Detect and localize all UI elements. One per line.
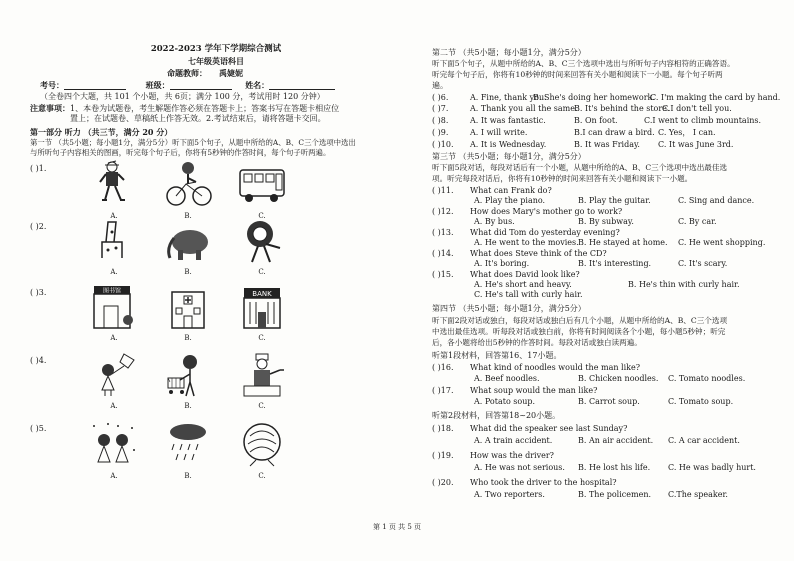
question-number: ( )16. — [432, 363, 454, 372]
sec4-intro-2: 中选出最佳选项。听每段对话或独白前，你将有时间阅读各个小题，每小题5秒钟；听完 — [432, 327, 726, 336]
question-15-options-ab — [474, 280, 740, 290]
option-c: C. He was badly hurt. — [668, 463, 756, 472]
question-number: ( )15. — [432, 270, 454, 279]
question-number: ( )19. — [432, 451, 454, 460]
hospital-picture — [162, 284, 214, 332]
question-number: ( )1. — [30, 164, 47, 173]
option-a: A. Two reporters. — [474, 490, 545, 499]
question-12-options — [474, 217, 717, 227]
exam-number-label: 考号： — [40, 80, 64, 90]
notes-label: 注意事项： — [30, 103, 70, 113]
question-20-options — [474, 490, 728, 500]
option-c-label: C. — [258, 212, 266, 220]
material-2-heading: 听第2段材料，回答第18~20小题。 — [432, 411, 561, 420]
question-18 — [432, 424, 627, 434]
option-c-label: C. — [258, 402, 266, 410]
option-c: C. Sing and dance. — [678, 196, 755, 205]
option-c: C. It was June 3rd. — [658, 140, 734, 149]
exam-number-field[interactable] — [64, 81, 126, 90]
question-number: ( )7. — [432, 104, 449, 113]
option-c-label: C. — [258, 472, 266, 480]
option-a: A. By bus. — [474, 217, 515, 226]
question-14-options — [474, 259, 727, 269]
option-a-label: A. — [110, 402, 118, 410]
option-a-label: A. — [110, 212, 118, 220]
option-c: C.I don't tell you. — [662, 104, 732, 113]
page-footer: 第 1 页 共 5 页 — [372, 523, 422, 531]
question-number: ( )5. — [30, 424, 47, 433]
option-b: B. He's thin with curly hair. — [628, 280, 740, 289]
option-b-label: B. — [184, 212, 192, 220]
name-label: 姓名： — [245, 80, 270, 90]
sec2-intro-3: 遍。 — [432, 81, 448, 90]
option-b: B. On foot. — [574, 116, 618, 125]
teacher-line — [167, 68, 243, 78]
question-number: ( )4. — [30, 356, 47, 365]
option-b: B. It's interesting. — [578, 259, 652, 268]
question-text: What did Tom do yesterday evening? — [470, 228, 620, 237]
question-number: ( )14. — [432, 249, 454, 258]
sec3-intro-1: 听下面5段对话，每段对话后有一个小题，从题中所给的A、B、C三个选项中选出最佳选 — [432, 163, 728, 172]
sec2-intro-1: 听下面5个句子，从题中所给的A、B、C三个选项中选出与所听句子内容相符的正确答语。 — [432, 59, 735, 68]
question-number: ( )10. — [432, 140, 454, 149]
option-b: B. Play the guitar. — [578, 196, 651, 205]
option-b: B.I can draw a bird. — [574, 128, 655, 137]
question-number: ( )9. — [432, 128, 449, 137]
sec3-heading: 第三节 （共5小题；每小题1分，满分5分） — [432, 152, 586, 161]
option-b-label: B. — [184, 334, 192, 342]
option-b: B. By subway. — [578, 217, 634, 226]
notes-text-1: 1、本卷为试题卷，考生解题作答必须在答题卡上；答案书写在答题卡相应位 — [70, 104, 340, 113]
question-number: ( )8. — [432, 116, 449, 125]
sec4-heading: 第四节 （共5小题；每小题1分，满分5分） — [432, 304, 586, 313]
option-b: B. It's behind the store. — [574, 104, 670, 113]
option-a: A. It was fantastic. — [470, 116, 546, 125]
question-15-option-c: C. He's tall with curly hair. — [474, 290, 583, 299]
option-c: C. Tomato noodles. — [668, 374, 746, 383]
option-c-label: C. — [258, 268, 266, 276]
question-19 — [432, 451, 554, 461]
giraffe-picture — [88, 218, 140, 266]
library-sign: 图书馆 — [102, 287, 122, 295]
boy-walking-picture — [88, 160, 140, 208]
teacher-name: 禹婕妮 — [219, 68, 243, 78]
option-c: C.The speaker. — [668, 490, 728, 499]
question-6 — [432, 93, 780, 103]
exam-subtitle: 七年级英语科目 — [188, 56, 244, 66]
picture-question-2 — [30, 218, 402, 288]
notes-line-2: 置上；在试题卷、草稿纸上作答无效。2.考试结束后，请将答题卡交回。 — [70, 114, 326, 123]
library-picture — [88, 284, 140, 332]
girl-flying-kite-picture — [88, 352, 140, 400]
question-14 — [432, 249, 607, 259]
question-text: What can Frank do? — [470, 186, 552, 195]
question-number: ( )18. — [432, 424, 454, 433]
option-c: C. Yes， I can. — [658, 128, 716, 137]
question-number: ( )11. — [432, 186, 454, 195]
question-17 — [432, 386, 597, 396]
picture-question-5 — [30, 420, 402, 490]
option-b: B. He lost his life. — [578, 463, 651, 472]
option-a-label: A. — [110, 268, 118, 276]
material-1-heading: 听第1段材料，回答第16、17小题。 — [432, 351, 562, 360]
question-16-options — [474, 374, 745, 384]
option-c: C. A car accident. — [668, 436, 740, 445]
option-a: A. Fine, thank you. — [470, 93, 547, 102]
question-number: ( )20. — [432, 478, 454, 487]
question-13-options — [474, 238, 765, 248]
question-19-options — [474, 463, 756, 473]
option-a: A. A train accident. — [474, 436, 553, 445]
option-a: A. I will write. — [470, 128, 528, 137]
question-8 — [432, 116, 761, 126]
exam-overview: （全卷四个大题，共 101 个小题，共 6页；满分 100 分，考试用时 120 分钟） — [40, 92, 325, 101]
option-a: A. Thank you all the same. — [470, 104, 578, 113]
question-9 — [432, 128, 716, 138]
bank-sign: BANK — [252, 290, 272, 298]
class-field[interactable] — [170, 81, 232, 90]
option-b-label: B. — [184, 402, 192, 410]
bus-picture — [236, 160, 288, 208]
question-number: ( )13. — [432, 228, 454, 237]
question-11-options — [474, 196, 754, 206]
question-number: ( )3. — [30, 288, 47, 297]
teacher-label: 命题教师： — [167, 68, 207, 78]
question-16 — [432, 363, 640, 373]
rain-cloud-picture — [162, 420, 214, 468]
option-b: B. He stayed at home. — [578, 238, 668, 247]
class-label: 班级： — [145, 80, 170, 90]
option-a: A. Potato soup. — [474, 397, 536, 406]
question-12 — [432, 207, 622, 217]
question-10 — [432, 140, 733, 150]
question-number: ( )12. — [432, 207, 454, 216]
question-13 — [432, 228, 620, 238]
option-b-label: B. — [184, 472, 192, 480]
option-b-label: B. — [184, 268, 192, 276]
option-a: A. He was not serious. — [474, 463, 565, 472]
option-a: A. Play the piano. — [474, 196, 546, 205]
question-text: Who took the driver to the hospital? — [470, 478, 617, 487]
option-c: C. By car. — [678, 217, 717, 226]
girl-shopping-cart-picture — [162, 352, 214, 400]
option-b: B. She's doing her homework. — [533, 93, 655, 102]
option-a-label: A. — [110, 334, 118, 342]
sec2-heading: 第二节 （共5小题；每小题1分，满分5分） — [432, 48, 586, 57]
question-17-options — [474, 397, 733, 407]
option-a: A. Beef noodles. — [474, 374, 540, 383]
question-text: How was the driver? — [470, 451, 554, 460]
elephant-picture — [162, 218, 214, 266]
part1-heading: 第一部分 听力 （共三节，满分 20 分） — [30, 127, 173, 137]
exam-title: 2022-2023 学年下学期综合测试 — [150, 44, 282, 54]
question-15 — [432, 270, 580, 280]
option-c: C. It's scary. — [678, 259, 728, 268]
question-text: How does Mary's mother go to work? — [470, 207, 623, 216]
question-text: What did the speaker see last Sunday? — [470, 424, 628, 433]
option-b: B. Carrot soup. — [578, 397, 640, 406]
question-text: What does David look like? — [470, 270, 580, 279]
option-a: A. He's short and heavy. — [474, 280, 572, 289]
lion-picture — [236, 218, 288, 266]
windstorm-picture — [236, 420, 288, 468]
question-18-options — [474, 436, 740, 446]
notes-line-1 — [30, 103, 339, 114]
boy-riding-bike-picture — [162, 160, 214, 208]
sec1-heading: 第一节 （共5小题；每小题1分，满分5分）听下面5个句子，从题中所给的A、B、C三个选项中选出 — [30, 138, 356, 147]
picture-question-3 — [30, 284, 402, 354]
question-text: What soup would the man like? — [470, 386, 598, 395]
sec2-intro-2: 听完每个句子后，你将有10秒钟的时间来回答有关小题和阅读下一小题。每个句子听两 — [432, 70, 723, 79]
question-text: What does Steve think of the CD? — [470, 249, 607, 258]
man-cooking-picture — [236, 352, 288, 400]
option-a-label: A. — [110, 472, 118, 480]
sec4-intro-3: 后，各小题将给出5秒钟的作答时间。每段对话或独白读两遍。 — [432, 338, 642, 347]
question-text: What kind of noodles would the man like? — [470, 363, 641, 372]
candidate-info-line — [40, 80, 335, 90]
name-field[interactable] — [269, 81, 335, 90]
option-a: A. He went to the movies. — [474, 238, 579, 247]
sec3-intro-2: 项。听完每段对话后，你将有10秒钟的时间来回答有关小题和阅读下一小题。 — [432, 174, 693, 183]
sec4-intro-1: 听下面2段对话或独白，每段对话或独白后有几个小题，从题中所给的A、B、C三个选项 — [432, 316, 728, 325]
option-c: C.I went to climb mountains. — [644, 116, 762, 125]
question-number: ( )2. — [30, 222, 47, 231]
option-b: B. Chicken noodles. — [578, 374, 659, 383]
option-c: C. I'm making the card by hand. — [650, 93, 781, 102]
question-11 — [432, 186, 552, 196]
question-20 — [432, 478, 617, 488]
bank-picture — [236, 284, 288, 332]
option-a: A. It is Wednesday. — [470, 140, 547, 149]
children-in-snow-picture — [88, 420, 140, 468]
option-b: B. The policemen. — [578, 490, 652, 499]
option-c-label: C. — [258, 334, 266, 342]
option-c: C. Tomato soup. — [668, 397, 734, 406]
question-7 — [432, 104, 732, 114]
sec1-instructions: 与所听句子内容相关的图画，听完每个句子后，你将有5秒钟的作答时间，每个句子听两遍。 — [30, 148, 331, 157]
question-number: ( )17. — [432, 386, 454, 395]
option-c: C. He went shopping. — [678, 238, 766, 247]
picture-question-4 — [30, 352, 402, 422]
option-b: B. It was Friday. — [574, 140, 640, 149]
question-number: ( )6. — [432, 93, 449, 102]
option-b: B. An air accident. — [578, 436, 654, 445]
option-a: A. It's boring. — [474, 259, 530, 268]
